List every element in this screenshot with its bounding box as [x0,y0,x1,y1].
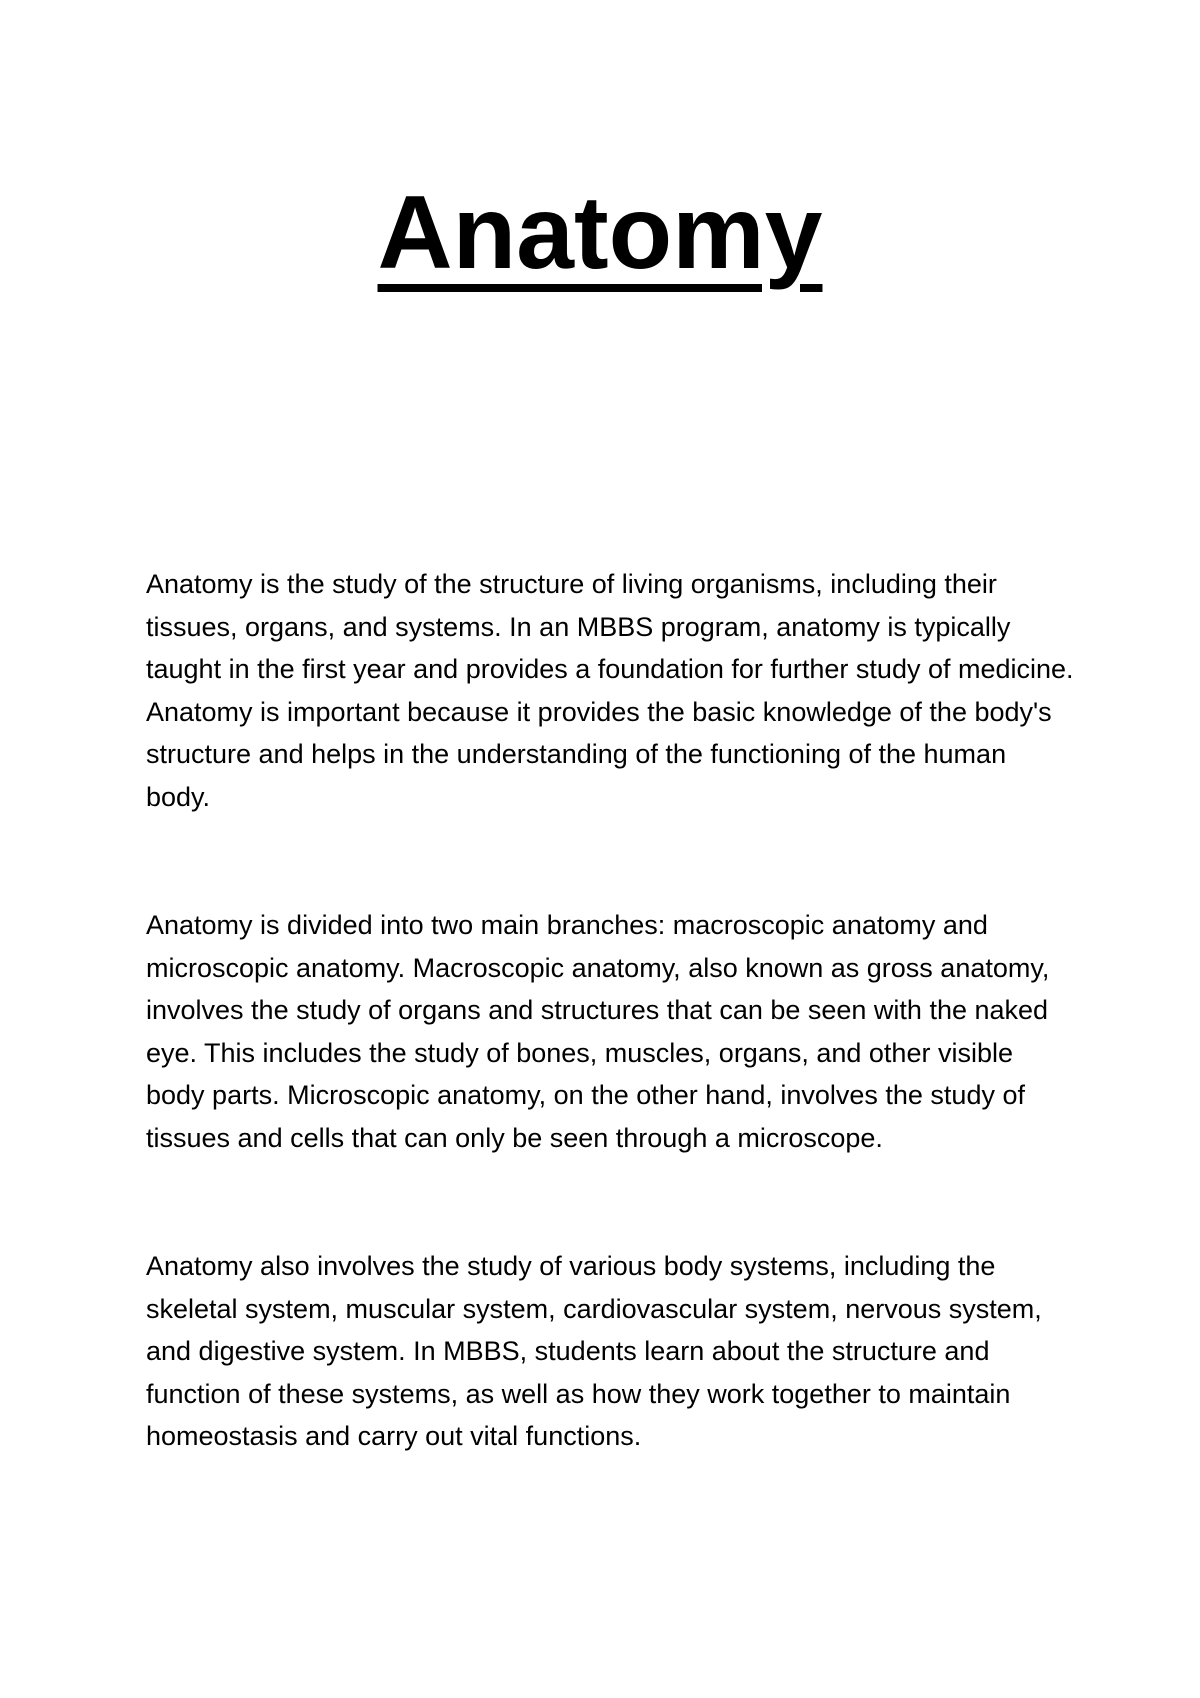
document-title: Anatomy [377,175,823,291]
paragraph-introduction: Anatomy is the study of the structure of living organisms, including their tissues, organs, and systems. In an MBBS program, anatomy is typically taught in the first year and provides a foundation for further study of medicine. Anatomy is important because it provides the basic knowledge of the body's structure and helps in the understanding of the functioning of the human body. [146,569,1074,812]
paragraph-branches: Anatomy is divided into two main branches: macroscopic anatomy and microscopic anatomy. Macroscopic anatomy, also known as gross anatomy, involves the study of organs and structures that can be seen with the naked eye. This includes the study of bones, muscles, organs, and other visible body parts. Microscopic anatomy, on the other hand, involves the study of tissues and cells that can only be seen through a microscope. [146,910,1050,1153]
paragraph-body-systems: Anatomy also involves the study of various body systems, including the skeletal system, muscular system, cardiovascular system, nervous system, and digestive system. In MBBS, students learn about the structure and function of these systems, as well as how they work together to maintain homeostasis and carry out vital functions. [146,1251,1042,1451]
document-body [146,563,1076,1458]
